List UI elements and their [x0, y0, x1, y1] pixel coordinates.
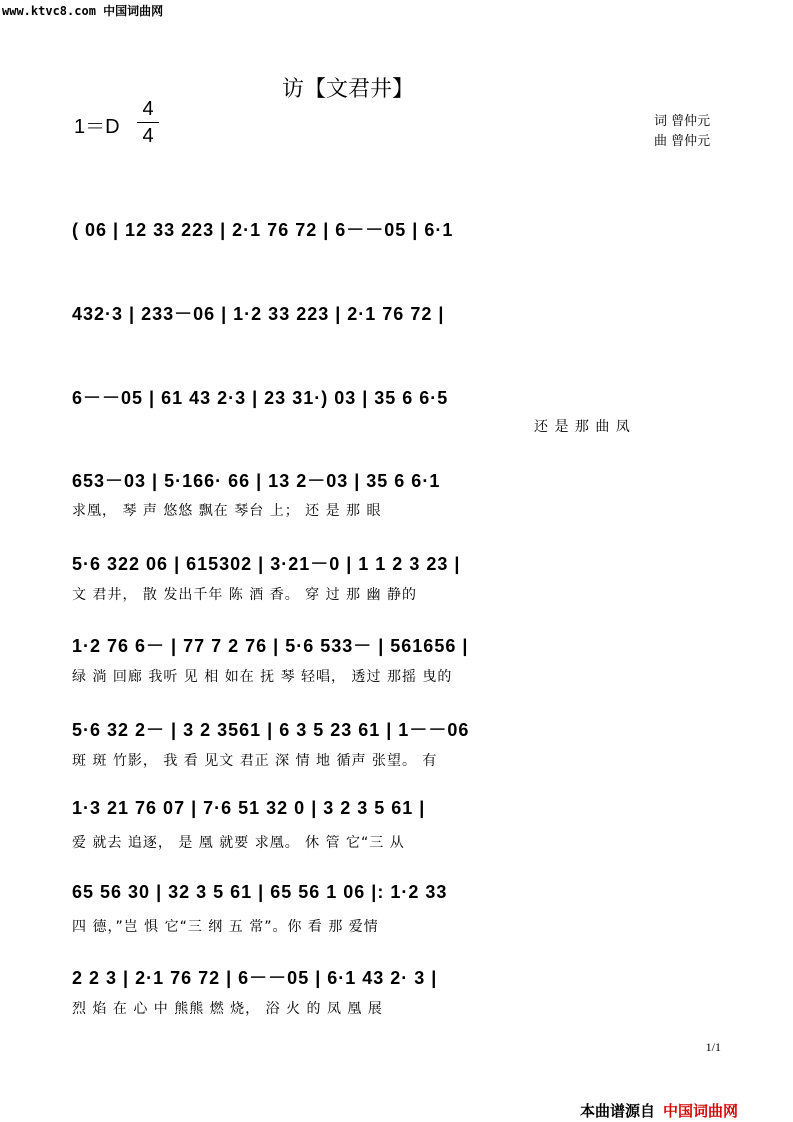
time-signature-bar — [137, 122, 159, 123]
score-row-4-notes: 653－03 | 5·166· 66 | 13 2－03 | 35 6 6·1 — [72, 471, 441, 491]
score-row-10-notes: 2 2 3 | 2·1 76 72 | 6－－05 | 6·1 43 2· 3 | — [72, 968, 438, 988]
song-title: 访【文君井】 — [282, 77, 415, 102]
source-footer — [580, 1100, 738, 1121]
score-row-5-lyrics: 文 君井， 散 发出千年 陈 酒 香。 穿 过 那 幽 静的 — [72, 587, 417, 603]
time-signature-top: 4 — [142, 98, 154, 120]
score-row-5-notes: 5·6 322 06 | 615302 | 3·21－0 | 1 1 2 3 23 | — [72, 554, 461, 574]
time-signature-bottom: 4 — [142, 125, 154, 147]
score-row-10-lyrics: 烈 焰 在 心 中 熊熊 燃 烧， 浴 火 的 凤 凰 展 — [72, 1001, 383, 1017]
score-row-4-lyrics: 求凰， 琴 声 悠悠 飘在 琴台 上； 还 是 那 眼 — [72, 503, 382, 519]
score-row-6-lyrics: 绿 淌 回廊 我听 见 相 如在 抚 琴 轻唱， 透过 那摇 曳的 — [72, 669, 453, 685]
score-row-9-lyrics: 四 德，”岂 惧 它“三 纲 五 常”。你 看 那 爱情 — [72, 919, 379, 935]
page-number: 1/1 — [705, 1040, 721, 1054]
score-row-2-notes: 432·3 | 233－06 | 1·2 33 223 | 2·1 76 72 | — [72, 304, 445, 324]
score-row-6-notes: 1·2 76 6－ | 77 7 2 76 | 5·6 533－ | 561656 | — [72, 636, 469, 656]
lyricist-credit: 词 曾仲元 — [654, 114, 711, 129]
score-row-7-lyrics: 斑 斑 竹影， 我 看 见文 君正 深 情 地 循声 张望。 有 — [72, 753, 438, 769]
score-row-8-notes: 1·3 21 76 07 | 7·6 51 32 0 | 3 2 3 5 61 | — [72, 798, 426, 818]
key-signature: 1＝D — [74, 116, 120, 138]
score-row-9-notes: 65 56 30 | 32 3 5 61 | 65 56 1 06 |: 1·2 33 — [72, 882, 448, 902]
source-brand-link[interactable]: 中国词曲网 — [663, 1102, 739, 1120]
source-label: 本曲谱源自 — [580, 1102, 656, 1120]
site-header: www.ktvc8.com 中国词曲网 — [2, 4, 164, 18]
score-row-3-lyrics: 还 是 那 曲 凤 — [534, 419, 631, 435]
score-row-1-notes: ( 06 | 12 33 223 | 2·1 76 72 | 6－－05 | 6·1 — [72, 220, 454, 240]
time-signature — [136, 96, 160, 149]
composer-credit: 曲 曾仲元 — [654, 134, 711, 149]
score-row-8-lyrics: 爱 就去 追逐， 是 凰 就要 求凰。 休 管 它“三 从 — [72, 835, 405, 851]
score-row-3-notes: 6－－05 | 61 43 2·3 | 23 31·) 03 | 35 6 6·5 — [72, 388, 449, 408]
score-row-7-notes: 5·6 32 2－ | 3 2 3561 | 6 3 5 23 61 | 1－－06 — [72, 720, 470, 740]
